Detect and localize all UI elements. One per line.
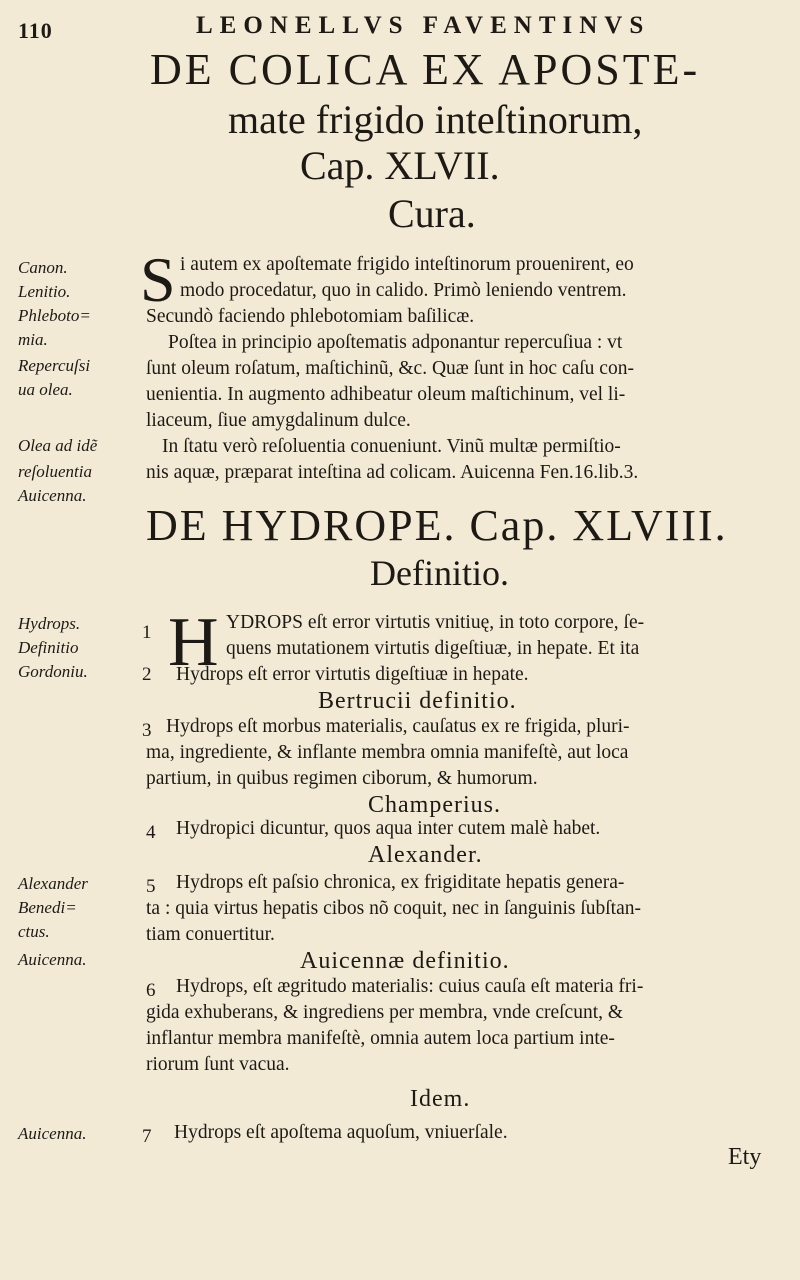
margin-note: Auicenna.	[18, 486, 87, 505]
running-title: LEONELLVS FAVENTINVS	[196, 12, 651, 39]
definition-number: 6	[146, 980, 156, 1001]
margin-note: Repercuſsi	[18, 356, 91, 375]
margin-note: ua olea.	[18, 380, 73, 399]
margin-note: Lenitio.	[18, 282, 71, 301]
text-line: ma, ingrediente, & inflante membra omnia manifeſtè, aut loca	[146, 742, 629, 763]
margin-note: Hydrops.	[18, 614, 81, 633]
text-line: ſunt oleum roſatum, maſtichinũ, &c. Quæ ſunt in hoc caſu con-	[146, 358, 634, 379]
margin-note: reſoluentia	[18, 462, 92, 481]
text-line: Hydrops eſt paſsio chronica, ex frigiditate hepatis genera-	[176, 872, 625, 893]
attribution: Alexander.	[368, 842, 483, 868]
text-line: modo procedatur, quo in calido. Primò leniendo ventrem.	[180, 280, 627, 301]
margin-note: mia.	[18, 330, 48, 349]
text-line: riorum ſunt vacua.	[146, 1054, 290, 1075]
text-line: Hydrops eſt morbus materialis, cauſatus ex re frigida, pluri-	[166, 716, 630, 737]
section-heading-definitio: Definitio.	[370, 553, 509, 593]
text-line: Hydrops eſt error virtutis digeſtiuæ in hepate.	[176, 664, 529, 685]
catchword: Ety	[728, 1144, 762, 1170]
attribution: Auicennæ definitio.	[300, 948, 510, 974]
text-line: Hydropici dicuntur, quos aqua inter cutem malè habet.	[176, 818, 601, 839]
drop-initial: S	[140, 244, 176, 315]
page-number: 110	[18, 18, 53, 43]
drop-initial: H	[168, 604, 219, 681]
section-heading-cura: Cura.	[388, 191, 476, 236]
margin-note: Olea ad idẽ	[18, 436, 98, 455]
margin-note: Benedi=	[18, 898, 77, 917]
definition-number: 7	[142, 1126, 152, 1147]
attribution: Bertrucii definitio.	[318, 688, 517, 714]
text-line: YDROPS eſt error virtutis vnitiuę, in toto corpore, ſe-	[226, 612, 645, 633]
margin-note: Auicenna.	[18, 950, 87, 969]
text-line: quens mutationem virtutis digeſtiuæ, in hepate. Et ita	[226, 638, 640, 659]
margin-note: Definitio	[18, 638, 79, 657]
chapter-title: DE HYDROPE. Cap. XLVIII.	[146, 501, 728, 550]
text-line: liaceum, ſiue amygdalinum dulce.	[146, 410, 411, 431]
definition-number: 2	[142, 664, 152, 685]
text-line: i autem ex apoſtemate frigido inteſtinorum prouenirent, eo	[180, 254, 634, 275]
margin-note: Canon.	[18, 258, 68, 277]
text-line: Hydrops, eſt ægritudo materialis: cuius cauſa eſt materia fri-	[176, 976, 644, 997]
attribution: Champerius.	[368, 792, 501, 818]
text-line: inflantur membra manifeſtè, omnia autem loca partium inte-	[146, 1028, 615, 1049]
definition-number: 4	[146, 822, 156, 843]
definition-number: 3	[142, 720, 152, 741]
text-line: Secundò faciendo phlebotomiam baſilicæ.	[146, 306, 475, 327]
text-line: ta : quia virtus hepatis cibos nõ coquit, nec in ſanguinis ſubſtan-	[146, 898, 641, 919]
margin-note: Auicenna.	[18, 1124, 87, 1143]
text-line: partium, in quibus regimen ciborum, & humorum.	[146, 768, 538, 789]
definition-number: 1	[142, 622, 152, 643]
chapter-number: Cap. XLVII.	[300, 143, 500, 188]
text-line: Hydrops eſt apoſtema aquoſum, vniuerſale.	[174, 1122, 508, 1143]
attribution: Idem.	[410, 1086, 471, 1112]
chapter-title-line-2: mate frigido inteſtinorum,	[228, 97, 643, 142]
margin-note: Alexander	[18, 874, 88, 893]
text-line: Poſtea in principio apoſtematis adponantur repercuſiua : vt	[168, 332, 623, 353]
text-line: uenientia. In augmento adhibeatur oleum maſtichinum, vel li-	[146, 384, 626, 405]
text-line: tiam conuertitur.	[146, 924, 275, 945]
margin-note: ctus.	[18, 922, 50, 941]
text-line: In ſtatu verò reſoluentia conueniunt. Vinũ multæ permiſtio-	[162, 436, 621, 457]
text-line: nis aquæ, præparat inteſtina ad colicam. Auicenna Fen.16.lib.3.	[146, 462, 639, 483]
definition-number: 5	[146, 876, 156, 897]
text-line: gida exhuberans, & ingrediens per membra, vnde creſcunt, &	[146, 1002, 624, 1023]
chapter-title-line-1: DE COLICA EX APOSTE-	[150, 45, 701, 94]
margin-note: Phleboto=	[18, 306, 91, 325]
margin-note: Gordoniu.	[18, 662, 88, 681]
